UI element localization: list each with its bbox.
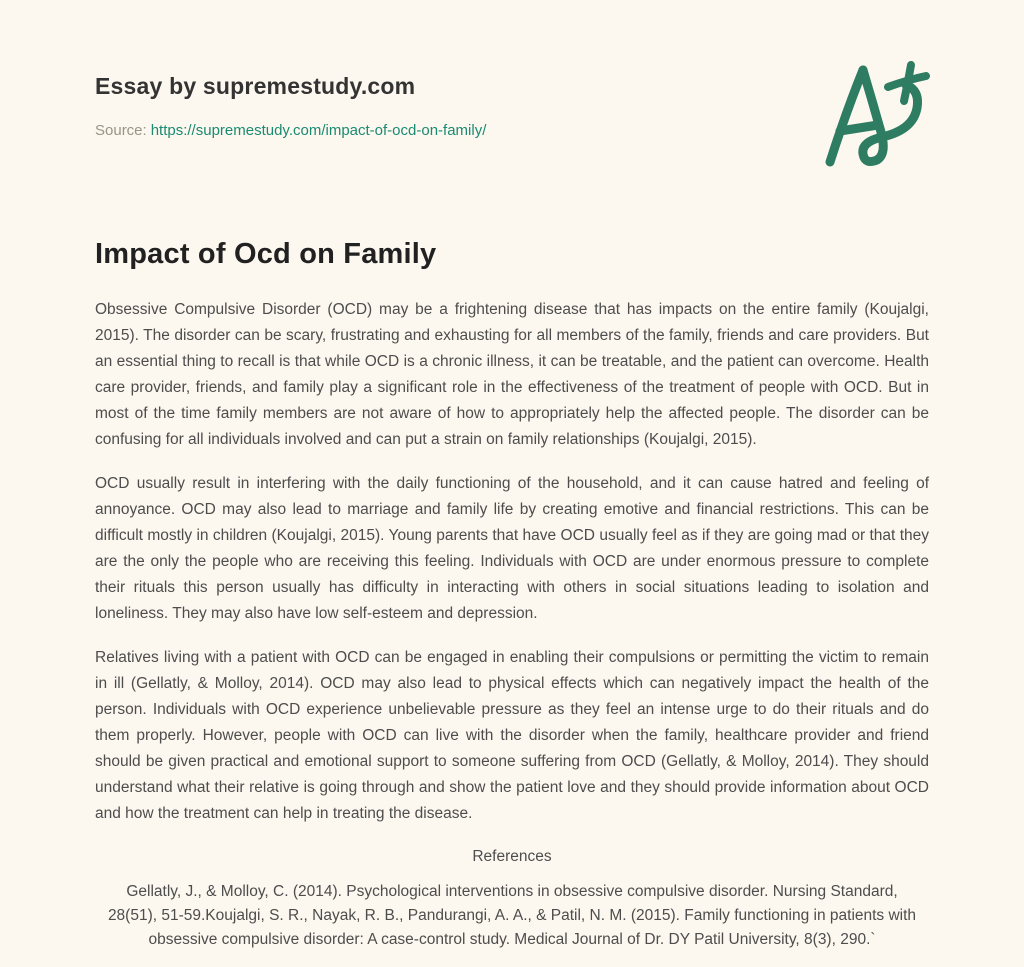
source-label: Source:	[95, 122, 147, 139]
essay-paragraph-3: Relatives living with a patient with OCD can be engaged in enabling their compulsions or permitting the victim to remain in ill (Gellatly, & Molloy, 2014). OCD may also lead to physical effects which can negatively impact the health of the person. Individuals with OCD experience unbelievable pressure as they feel an intense urge to do their rituals and do them properly. However, people with OCD can live with the disorder when the family, healthcare provider and friend should be given practical and emotional support to someone suffering from OCD (Gellatly, & Molloy, 2014). They should understand what their relative is going through and show the patient love and they should provide information about OCD and how the treatment can help in treating the disease.	[95, 649, 929, 822]
essay-byline: Essay by supremestudy.com	[95, 73, 416, 99]
reference-entry: Gellatly, J., & Molloy, C. (2014). Psychological interventions in obsessive compulsive disorder. Nursing Standard, 28(51), 51-59.Koujalgi, S. R., Nayak, R. B., Pandurangi, A. A., & Patil, N. M. (2015). Family functioning in patients with obsessive compulsive disorder: A case-control study. Medical Journal of Dr. DY Patil University, 8(3), 290.`	[107, 883, 917, 948]
a-plus-logo-icon	[818, 60, 940, 174]
references-heading: References	[472, 848, 552, 865]
source-line	[95, 122, 929, 139]
essay-title: Impact of Ocd on Family	[95, 238, 437, 270]
essay-body	[95, 297, 929, 827]
page-header	[95, 73, 929, 139]
essay-paragraph-1: Obsessive Compulsive Disorder (OCD) may be a frightening disease that has impacts on the entire family (Koujalgi, 2015). The disorder can be scary, frustrating and exhausting for all members of the family, friends and care providers. But an essential thing to recall is that while OCD is a chronic illness, it can be treatable, and the patient can overcome. Health care provider, friends, and family play a significant role in the effectiveness of the treatment of people with OCD. But in most of the time family members are not aware of how to appropriately help the affected people. The disorder can be confusing for all individuals involved and can put a strain on family relationships (Koujalgi, 2015).	[95, 301, 929, 448]
essay-paragraph-2: OCD usually result in interfering with the daily functioning of the household, and it can cause hatred and feeling of annoyance. OCD may also lead to marriage and family life by creating emotive and financial restrictions. This can be difficult mostly in children (Koujalgi, 2015). Young parents that have OCD usually feel as if they are going mad or that they are the only the people who are receiving this feeling. Individuals with OCD are under enormous pressure to complete their rituals this person usually has difficulty in interacting with others in social situations leading to isolation and loneliness. They may also have low self-esteem and depression.	[95, 475, 929, 622]
source-link[interactable]: https://supremestudy.com/impact-of-ocd-on-family/	[150, 122, 487, 139]
